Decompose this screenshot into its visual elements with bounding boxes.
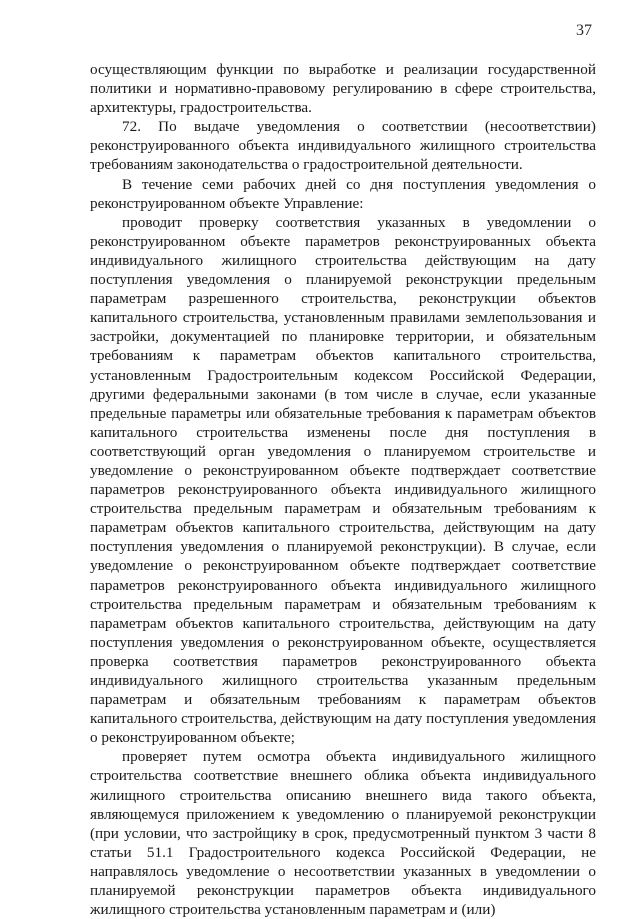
paragraph-check-parameters: проводит проверку соответствия указанных в уведомлении о реконструированном объекте параметров реконструированных объекта индивидуального жилищного строительства действующим на дату поступления уведомления о планируемой реконструкции предельным параметрам разрешенного строительства, реконструкции объектов капитального строительства, установленным правилами землепользования и застройки, документацией по планировке территории, и обязательным требованиям к параметрам объектов капитального строительства, установленным Градостроительным кодексом Российской Федерации, другими федеральными законами (в том числе в случае, если указанные предельные параметры или обязательные требования к параметрам объектов капитального строительства изменены после дня поступления в соответствующий орган уведомления о планируемом строительстве и уведомление о реконструированном объекте подтверждает соответствие параметров реконструированного объекта индивидуального жилищного строительства предельным параметрам и обязательным требованиям к параметрам объектов капитального строительства, действующим на дату поступления уведомления о планируемой реконструкции). В случае, если уведомление о реконструированном объекте подтверждает соответствие параметров реконструированного объекта индивидуального жилищного строительства предельным параметрам и обязательным требованиям к параметрам объектов капитального строительства, действующим на дату поступления уведомления о реконструированном объекте, осуществляется проверка соответствия параметров реконструированного объекта индивидуального жилищного строительства указанным предельным параметрам и обязательным требованиям к параметрам объектов капитального строительства, действующим на дату поступления уведомления о реконструированном объекте; bbox=[90, 213, 596, 747]
paragraph-item-72: 72. По выдаче уведомления о соответствии (несоответствии) реконструированного объекта индивидуального жилищного строительства требованиям законодательства о градостроительной деятельности. bbox=[90, 118, 596, 174]
page-number: 37 bbox=[576, 22, 592, 39]
paragraph-inspection: проверяет путем осмотра объекта индивидуального жилищного строительства соответствие внешнего облика объекта индивидуального жилищного строительства описанию внешнего вида такого объекта, являющемуся приложением к уведомлению о планируемой реконструкции (при условии, что застройщику в срок, предусмотренный пунктом 3 части 8 статьи 51.1 Градостроительного кодекса Российской Федерации, не направлялось уведомление о несоответствии указанных в уведомлении о планируемой реконструкции параметров объекта индивидуального жилищного строительства установленным параметрам и (или) bbox=[90, 748, 596, 919]
paragraph-deadline: В течение семи рабочих дней со дня поступления уведомления о реконструированном объекте Управление: bbox=[90, 175, 596, 212]
paragraph-intro: осуществляющим функции по выработке и реализации государственной политики и нормативно-правовому регулированию в сфере строительства, архитектуры, градостроительства. bbox=[90, 61, 596, 117]
document-body bbox=[90, 60, 596, 919]
